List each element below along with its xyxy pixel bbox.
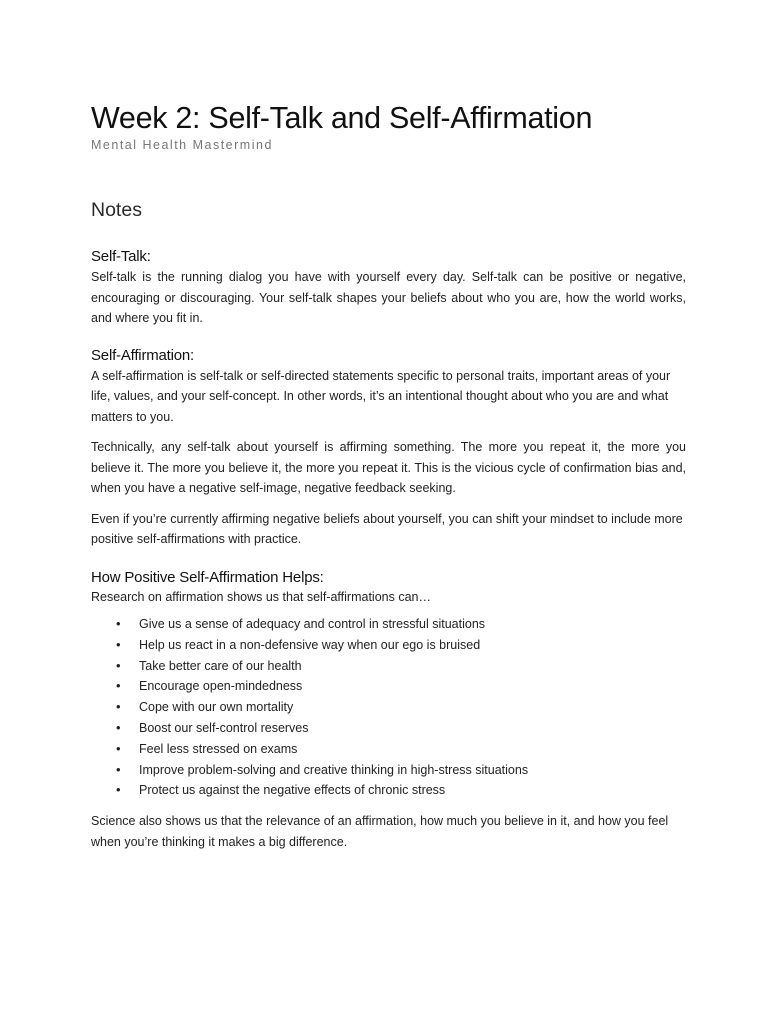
- benefits-list: [91, 614, 686, 801]
- page-title: Week 2: Self-Talk and Self-Affirmation: [91, 101, 593, 135]
- self-affirmation-paragraph-1: A self-affirmation is self-talk or self-directed statements specific to personal traits, important areas of your life, values, and your self-concept. In other words, it’s an intentional thought about who you are and what matters to you.: [91, 368, 671, 424]
- helps-heading: How Positive Self-Affirmation Helps:: [91, 568, 324, 586]
- list-item: [91, 656, 686, 677]
- closing-paragraph: Science also shows us that the relevance of an affirmation, how much you believe in it, and how you feel when you’re thinking it makes a big difference.: [91, 814, 669, 849]
- bullet-icon: •: [116, 761, 121, 777]
- list-item-text: Boost our self-control reserves: [139, 720, 309, 735]
- list-item: [91, 614, 686, 635]
- bullet-icon: •: [116, 616, 121, 631]
- self-affirmation-paragraph-2: Technically, any self-talk about yourself is affirming something. The more you repeat it, the more you believe it. The more you believe it, the more you repeat it. This is the vicious cycle of confirmation bias and, when you have a negative self-image, negative feedback seeking.: [91, 440, 686, 495]
- bullet-icon: •: [116, 678, 121, 694]
- list-item-text: Take better care of our health: [139, 658, 302, 673]
- list-item-text: Give us a sense of adequacy and control in stressful situations: [139, 617, 486, 631]
- list-item: [91, 635, 686, 656]
- page-subtitle: Mental Health Mastermind: [91, 138, 273, 152]
- list-item: [91, 718, 686, 739]
- list-item-text: Help us react in a non-defensive way when our ego is bruised: [139, 637, 481, 652]
- notes-heading: Notes: [91, 199, 142, 221]
- bullet-icon: •: [116, 719, 121, 735]
- bullet-icon: •: [116, 699, 121, 715]
- list-item: [91, 780, 686, 801]
- list-item: [91, 739, 686, 760]
- list-item: [91, 697, 686, 718]
- bullet-icon: •: [116, 740, 121, 756]
- helps-intro: Research on affirmation shows us that self-affirmations can…: [91, 589, 431, 604]
- self-affirmation-paragraph-3: Even if you’re currently affirming negative beliefs about yourself, you can shift your mindset to include more positive self-affirmations with practice.: [91, 511, 683, 546]
- self-talk-heading: Self-Talk:: [91, 248, 151, 265]
- self-talk-paragraph: Self-talk is the running dialog you have with yourself every day. Self-talk can be positive or negative, encouraging or discouraging. Your self-talk shapes your beliefs about who you are, how the world works, and where you fit in.: [91, 270, 686, 325]
- bullet-icon: •: [116, 636, 121, 652]
- list-item-text: Cope with our own mortality: [139, 700, 294, 715]
- list-item: [91, 676, 686, 697]
- document-page: [91, 100, 686, 852]
- list-item-text: Encourage open-mindedness: [139, 679, 303, 694]
- bullet-icon: •: [116, 657, 121, 673]
- self-affirmation-heading: Self-Affirmation:: [91, 346, 195, 364]
- list-item-text: Improve problem-solving and creative thinking in high-stress situations: [139, 762, 529, 777]
- list-item: [91, 760, 686, 781]
- list-item-text: Feel less stressed on exams: [139, 741, 298, 756]
- list-item-text: Protect us against the negative effects of chronic stress: [139, 783, 446, 798]
- bullet-icon: •: [116, 782, 121, 798]
